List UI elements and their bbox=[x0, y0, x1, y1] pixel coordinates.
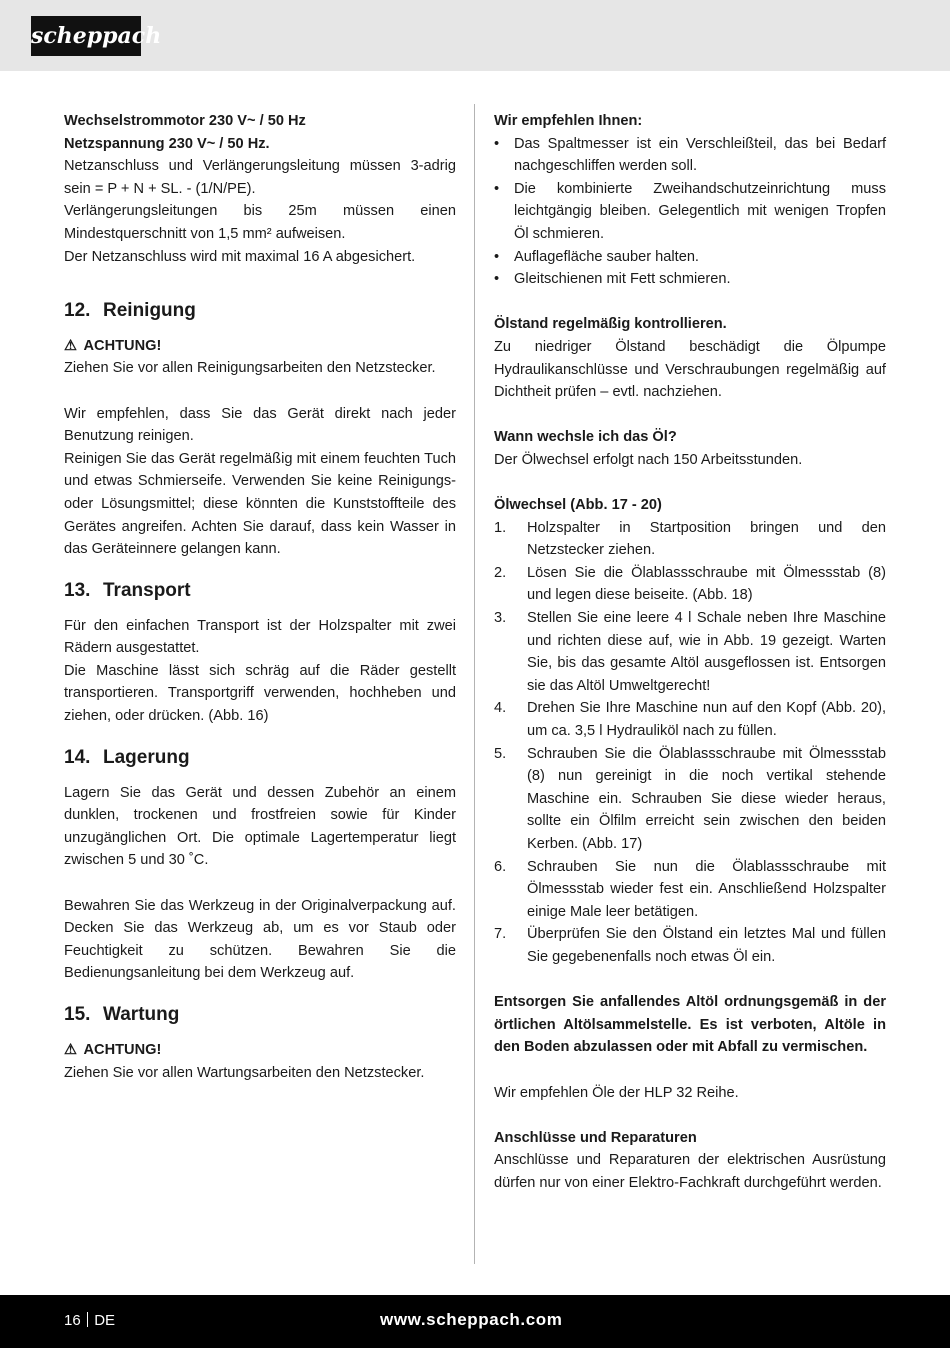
oil-recommendation: Wir empfehlen Öle der HLP 32 Reihe. bbox=[494, 1084, 739, 1101]
oil-change-when-text: Der Ölwechsel erfolgt nach 150 Arbeitsstunden. bbox=[494, 451, 803, 468]
paragraph: Bewahren Sie das Werkzeug in der Originalverpackung auf. Decken Sie das Werkzeug ab, um es vor Staub oder Feuchtigkeit zu schützen. Bewahren Sie die Bedienungsanleitung bei dem Werkzeug auf. bbox=[64, 897, 456, 982]
list-item: • Auflagefläche sauber halten. bbox=[494, 246, 886, 269]
oil-change-heading: Ölwechsel (Abb. 17 - 20) bbox=[494, 497, 662, 514]
paragraph: Lagern Sie das Gerät und dessen Zubehör an einem dunklen, trockenen und frostfreien sowie für Kinder unzugänglichen Ort. Die optimale Lagertemperatur liegt zwischen 5 und 30 ˚C. bbox=[64, 784, 456, 869]
power-supply-block bbox=[64, 110, 456, 268]
recommend-list bbox=[494, 133, 886, 291]
warning-text: Ziehen Sie vor allen Reinigungsarbeiten den Netzstecker. bbox=[64, 360, 436, 377]
right-column bbox=[494, 110, 886, 1195]
column-divider bbox=[474, 104, 475, 1264]
oil-level-heading: Ölstand regelmäßig kontrollieren. bbox=[494, 316, 727, 333]
disposal-notice: Entsorgen Sie anfallendes Altöl ordnungsgemäß in der örtlichen Altölsammelstelle. Es ist verboten, Altöle in den Boden abzulassen oder mit Abfall zu vermischen. bbox=[494, 994, 886, 1056]
repairs-heading: Anschlüsse und Reparaturen bbox=[494, 1129, 697, 1146]
section-heading-reinigung: 12. Reinigung bbox=[64, 299, 196, 321]
footer-bar bbox=[0, 1295, 950, 1348]
step-item: 7. Überprüfen Sie den Ölstand ein letztes Mal und füllen Sie gegebenenfalls noch etwas Öl ein. bbox=[494, 926, 886, 965]
section-heading-wartung: 15. Wartung bbox=[64, 1004, 180, 1025]
header-bar bbox=[0, 0, 950, 71]
warning-icon: ⚠ bbox=[64, 337, 78, 354]
repairs-text: Anschlüsse und Reparaturen der elektrischen Ausrüstung dürfen nur von einer Elektro-Fachkraft durchgeführt werden. bbox=[494, 1152, 886, 1191]
oil-change-steps bbox=[494, 517, 886, 969]
paragraph: Für den einfachen Transport ist der Holzspalter mit zwei Rädern ausgestattet. bbox=[64, 617, 456, 657]
oil-change-when-heading: Wann wechsle ich das Öl? bbox=[494, 429, 677, 446]
scheppach-logo: scheppach bbox=[31, 16, 141, 56]
step-item: 5. Schrauben Sie die Ölablassschraube mit Ölmessstab (8) nun gereinigt in die noch vertikal stehende Maschine ein. Schrauben Sie diese wieder heraus, sollte ein Ölfilm erreicht sein zwischen den beiden Kerben. (Abb. 17) bbox=[494, 745, 886, 852]
list-item: • Das Spaltmesser ist ein Verschleißteil, das bei Bedarf nachgeschliffen werden soll. bbox=[494, 133, 886, 178]
step-item: 4. Drehen Sie Ihre Maschine nun auf den Kopf (Abb. 20), um ca. 3,5 l Hydrauliköl nach zu füllen. bbox=[494, 700, 886, 740]
warning-label: ⚠ ACHTUNG! bbox=[64, 335, 456, 358]
paragraph: Die Maschine lässt sich schräg auf die Räder gestellt transportieren. Transportgriff verwenden, hochheben und ziehen, oder drücken. (Abb. 16) bbox=[64, 662, 456, 725]
cable-requirement: Netzanschluss und Verlängerungsleitung müssen 3-adrig sein = P + N + SL. - (1/N/PE). bbox=[64, 158, 456, 197]
step-item: 1. Holzspalter in Startposition bringen und den Netzstecker ziehen. bbox=[494, 519, 886, 559]
language-code: DE bbox=[94, 1312, 116, 1329]
extension-cable-requirement: Verlängerungsleitungen bis 25m müssen einen Mindestquerschnitt von 1,5 mm² aufweisen. bbox=[64, 203, 456, 242]
voltage-spec: Netzspannung 230 V~ / 50 Hz. bbox=[64, 135, 270, 152]
page-number: 16 DE bbox=[64, 1312, 116, 1329]
list-item: • Die kombinierte Zweihandschutzeinrichtung muss leichtgängig bleiben. Gelegentlich mit wenigen Tropfen Öl schmieren. bbox=[494, 178, 886, 246]
paragraph: Reinigen Sie das Gerät regelmäßig mit einem feuchten Tuch und etwas Schmierseife. Verwenden Sie keine Reinigungs- oder Lösungsmittel; diese könnten die Kunststoffteile des Gerätes angreifen. Achten Sie darauf, dass kein Wasser in das Geräteinnere gelangen kann. bbox=[64, 450, 456, 558]
warning-text: Ziehen Sie vor allen Wartungsarbeiten den Netzstecker. bbox=[64, 1064, 425, 1081]
warning-label: ⚠ ACHTUNG! bbox=[64, 1039, 456, 1062]
left-column bbox=[64, 110, 456, 1084]
step-item: 3. Stellen Sie eine leere 4 l Schale neben Ihre Maschine und richten diese auf, wie in Abb. 19 gezeigt. Warten Sie, bis das gesamte Altöl ausgeflossen ist. Entsorgen sie das Altöl Umweltgerecht! bbox=[494, 610, 886, 694]
oil-level-text: Zu niedriger Ölstand beschädigt die Ölpumpe Hydraulikanschlüsse und Verschraubungen regelmäßig auf Dichtheit prüfen – evtl. nachziehen. bbox=[494, 338, 886, 401]
separator bbox=[87, 1312, 89, 1327]
motor-spec: Wechselstrommotor 230 V~ / 50 Hz bbox=[64, 113, 306, 129]
recommend-heading: Wir empfehlen Ihnen: bbox=[494, 113, 643, 129]
list-item: • Gleitschienen mit Fett schmieren. bbox=[494, 268, 886, 291]
warning-icon: ⚠ bbox=[64, 1042, 78, 1058]
website-url: www.scheppach.com bbox=[380, 1310, 563, 1329]
section-heading-transport: 13. Transport bbox=[64, 579, 191, 601]
fuse-info: Der Netzanschluss wird mit maximal 16 A abgesichert. bbox=[64, 248, 416, 265]
step-item: 6. Schrauben Sie nun die Ölablassschraube mit Ölmessstab wieder fest ein. Anschließend Holzspalter einige Male leer betätigen. bbox=[494, 858, 886, 920]
paragraph: Wir empfehlen, dass Sie das Gerät direkt nach jeder Benutzung reinigen. bbox=[64, 405, 456, 445]
step-item: 2. Lösen Sie die Ölablassschraube mit Ölmessstab (8) und legen diese beiseite. (Abb. 18) bbox=[494, 564, 886, 604]
section-heading-lagerung: 14. Lagerung bbox=[64, 746, 190, 768]
